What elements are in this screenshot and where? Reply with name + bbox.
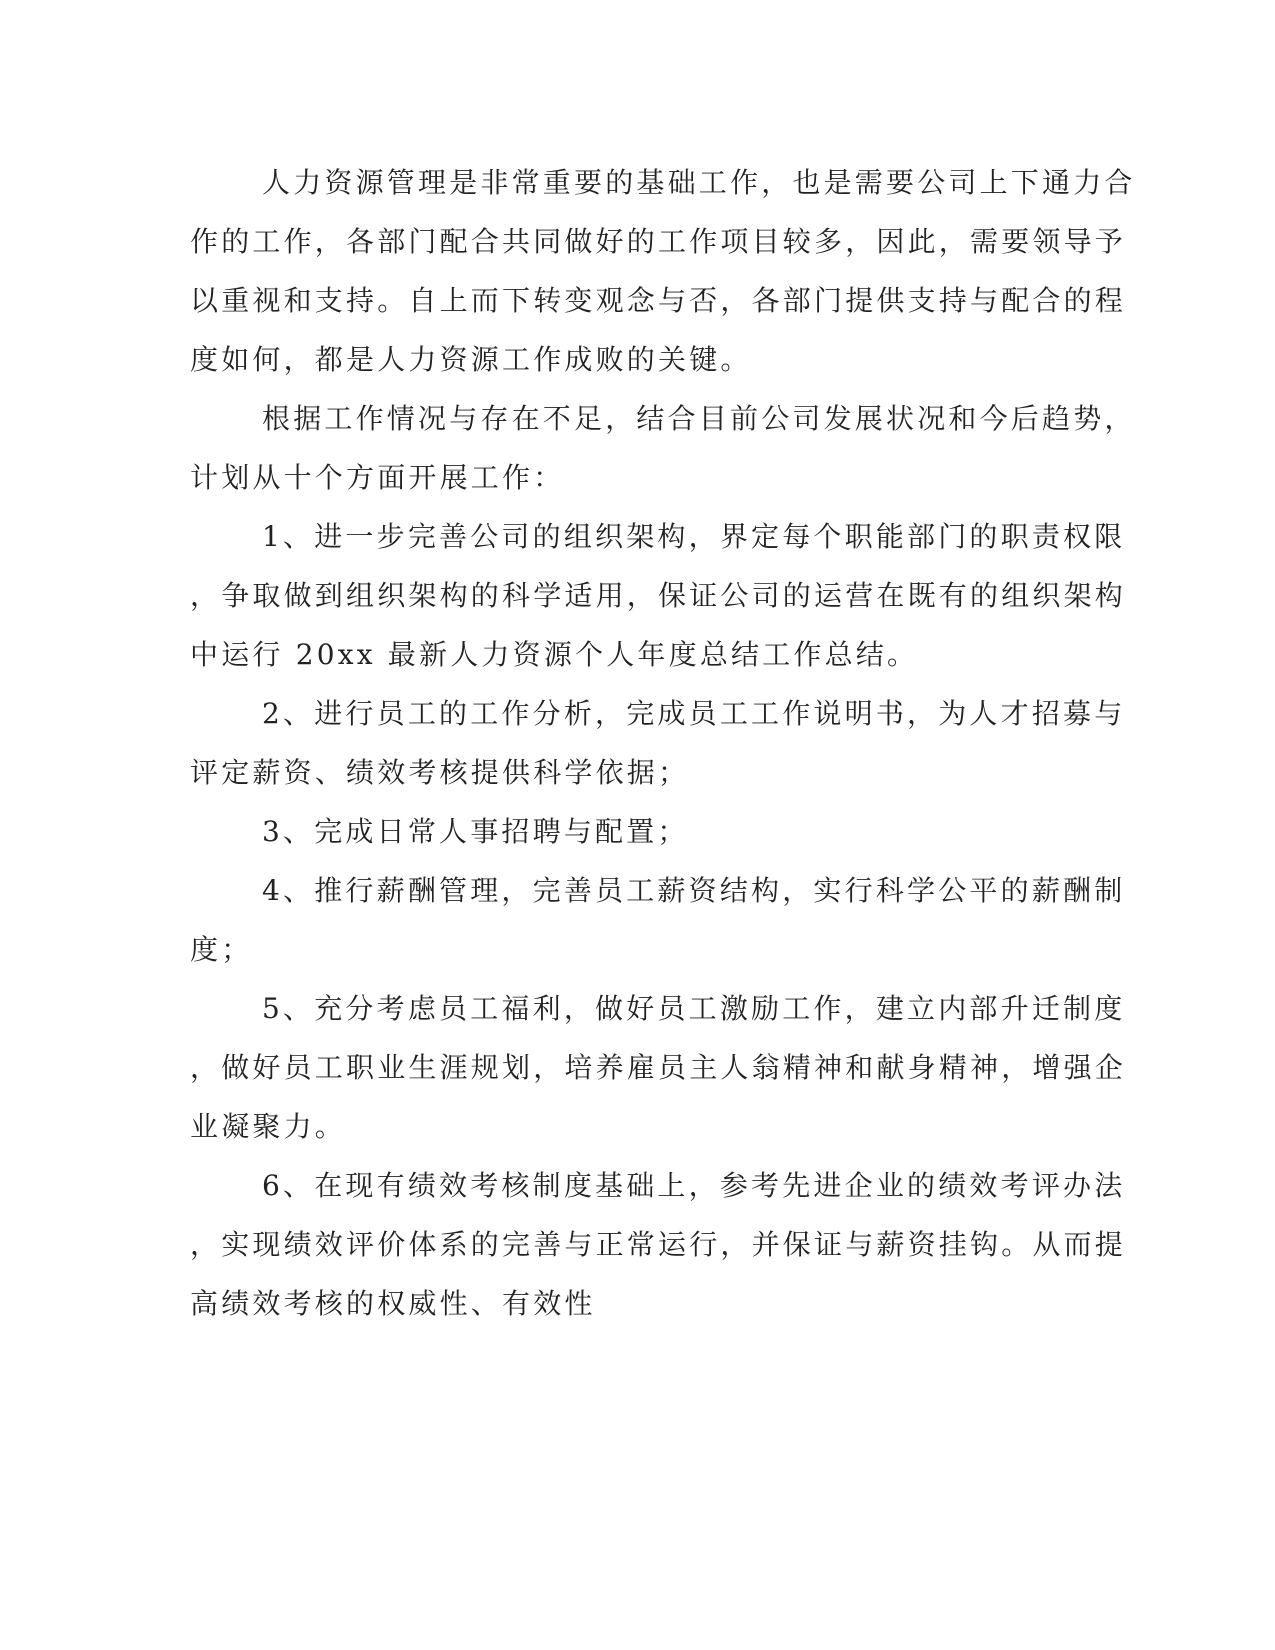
- paragraph-1-line-4: 度如何，都是人力资源工作成败的关键。: [190, 343, 752, 376]
- item-4-line-2: 度；: [190, 933, 253, 966]
- item-2-line-1: 2、进行员工的工作分析，完成员工工作说明书，为人才招募与: [262, 697, 1126, 730]
- paragraph-1-line-3: 以重视和支持。自上而下转变观念与否，各部门提供支持与配合的程: [190, 284, 1127, 317]
- paragraph-1-line-1: 人力资源管理是非常重要的基础工作，也是需要公司上下通力合: [262, 166, 1136, 199]
- item-2-line-2: 评定薪资、绩效考核提供科学依据；: [190, 756, 690, 789]
- paragraph-1-line-2: 作的工作，各部门配合共同做好的工作项目较多，因此，需要领导予: [190, 225, 1127, 258]
- item-6-line-3: 高绩效考核的权威性、有效性: [190, 1287, 596, 1320]
- item-5-line-3: 业凝聚力。: [190, 1110, 347, 1143]
- item-1-line-2: ，争取做到组织架构的科学适用，保证公司的运营在既有的组织架构: [190, 579, 1127, 612]
- item-5-line-2: ，做好员工职业生涯规划，培养雇员主人翁精神和献身精神，增强企: [190, 1051, 1127, 1084]
- item-3-line-1: 3、完成日常人事招聘与配置；: [262, 815, 689, 848]
- item-6-line-1: 6、在现有绩效考核制度基础上，参考先进企业的绩效考评办法: [262, 1169, 1126, 1202]
- item-1-line-3: 中运行 20xx 最新人力资源个人年度总结工作总结。: [190, 638, 919, 671]
- item-1-line-1: 1、进一步完善公司的组织架构，界定每个职能部门的职责权限: [262, 520, 1126, 553]
- item-5-line-1: 5、充分考虑员工福利，做好员工激励工作，建立内部升迁制度: [262, 992, 1126, 1025]
- paragraph-2-line-1: 根据工作情况与存在不足，结合目前公司发展状况和今后趋势，: [262, 402, 1136, 435]
- item-6-line-2: ，实现绩效评价体系的完善与正常运行，并保证与薪资挂钩。从而提: [190, 1228, 1127, 1261]
- paragraph-2-line-2: 计划从十个方面开展工作：: [190, 461, 565, 494]
- item-4-line-1: 4、推行薪酬管理，完善员工薪资结构，实行科学公平的薪酬制: [262, 874, 1126, 907]
